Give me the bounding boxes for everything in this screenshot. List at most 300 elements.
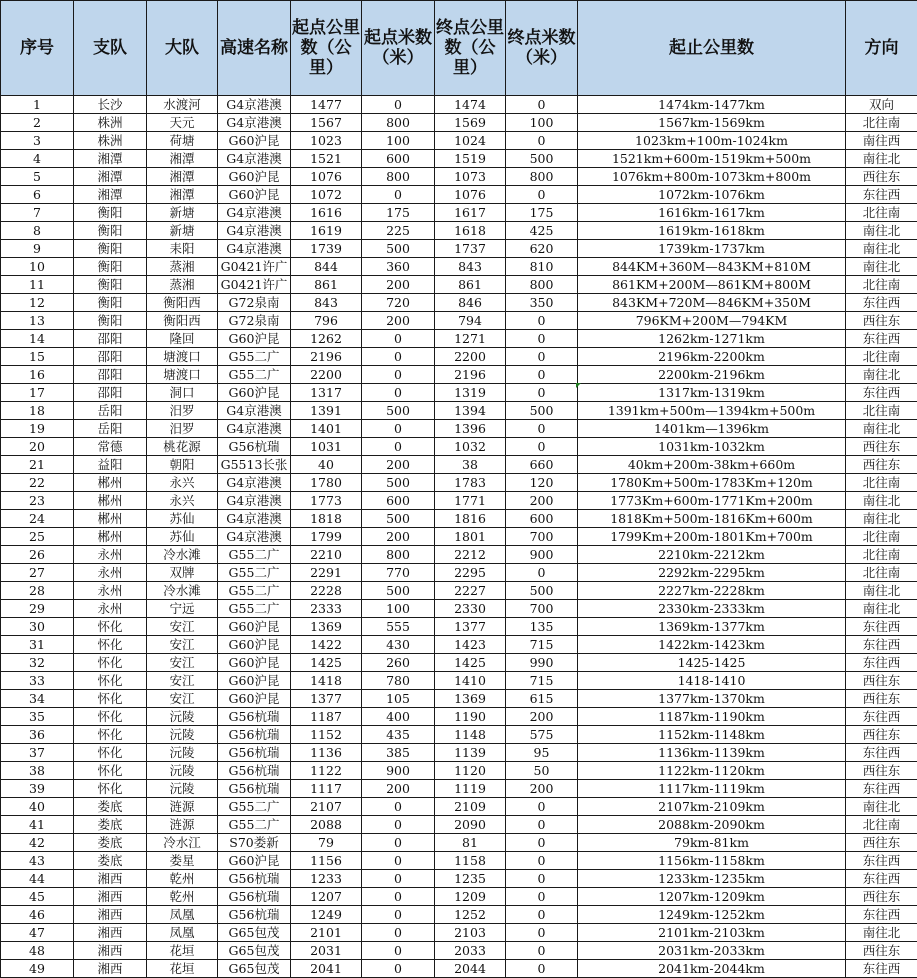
cell-end-m: 990 bbox=[506, 654, 578, 672]
cell-start-m: 360 bbox=[362, 258, 435, 276]
cell-brigade: 安江 bbox=[147, 690, 218, 708]
cell-range: 1521km+600m-1519km+500m bbox=[578, 150, 846, 168]
cell-end-km: 861 bbox=[435, 276, 506, 294]
cell-index: 26 bbox=[1, 546, 74, 564]
cell-start-km: 2210 bbox=[291, 546, 362, 564]
table-row bbox=[1, 312, 917, 330]
cell-end-m: 500 bbox=[506, 402, 578, 420]
cell-direction: 南往北 bbox=[846, 492, 917, 510]
cell-index: 8 bbox=[1, 222, 74, 240]
cell-brigade: 凤凰 bbox=[147, 924, 218, 942]
cell-end-km: 1377 bbox=[435, 618, 506, 636]
cell-detachment: 怀化 bbox=[74, 690, 147, 708]
table-row bbox=[1, 744, 917, 762]
cell-start-km: 1152 bbox=[291, 726, 362, 744]
cell-direction: 北往南 bbox=[846, 564, 917, 582]
cell-end-km: 1396 bbox=[435, 420, 506, 438]
cell-highway: S70娄新 bbox=[218, 834, 291, 852]
cell-range: 1031km-1032km bbox=[578, 438, 846, 456]
cell-highway: G4京港澳 bbox=[218, 114, 291, 132]
cell-direction: 东往西 bbox=[846, 708, 917, 726]
cell-brigade: 双牌 bbox=[147, 564, 218, 582]
cell-range: 1117km-1119km bbox=[578, 780, 846, 798]
cell-index: 19 bbox=[1, 420, 74, 438]
cell-end-m: 95 bbox=[506, 744, 578, 762]
cell-highway: G56杭瑞 bbox=[218, 726, 291, 744]
cell-direction: 南往北 bbox=[846, 222, 917, 240]
cell-start-km: 1233 bbox=[291, 870, 362, 888]
cell-start-m: 555 bbox=[362, 618, 435, 636]
cell-detachment: 怀化 bbox=[74, 726, 147, 744]
cell-brigade: 天元 bbox=[147, 114, 218, 132]
cell-direction: 南往北 bbox=[846, 240, 917, 258]
cell-direction: 南往北 bbox=[846, 798, 917, 816]
cell-start-m: 0 bbox=[362, 960, 435, 978]
table-row bbox=[1, 852, 917, 870]
cell-start-m: 500 bbox=[362, 402, 435, 420]
cell-detachment: 湘潭 bbox=[74, 186, 147, 204]
cell-detachment: 衡阳 bbox=[74, 312, 147, 330]
cell-direction: 东往西 bbox=[846, 186, 917, 204]
cell-start-m: 0 bbox=[362, 438, 435, 456]
cell-highway: G65包茂 bbox=[218, 960, 291, 978]
cell-start-km: 2291 bbox=[291, 564, 362, 582]
cell-direction: 东往西 bbox=[846, 744, 917, 762]
cell-brigade: 湘潭 bbox=[147, 150, 218, 168]
cell-range: 1377km-1370km bbox=[578, 690, 846, 708]
cell-highway: G56杭瑞 bbox=[218, 744, 291, 762]
cell-start-m: 600 bbox=[362, 492, 435, 510]
cell-start-m: 500 bbox=[362, 510, 435, 528]
cell-range: 1156km-1158km bbox=[578, 852, 846, 870]
cell-end-m: 0 bbox=[506, 96, 578, 114]
cell-end-km: 2196 bbox=[435, 366, 506, 384]
cell-end-km: 846 bbox=[435, 294, 506, 312]
cell-index: 34 bbox=[1, 690, 74, 708]
cell-direction: 西往东 bbox=[846, 834, 917, 852]
cell-index: 49 bbox=[1, 960, 74, 978]
cell-detachment: 怀化 bbox=[74, 636, 147, 654]
cell-start-km: 1773 bbox=[291, 492, 362, 510]
cell-direction: 北往南 bbox=[846, 276, 917, 294]
cell-direction: 南往北 bbox=[846, 366, 917, 384]
cell-brigade: 乾州 bbox=[147, 870, 218, 888]
cell-direction: 西往东 bbox=[846, 168, 917, 186]
cell-end-m: 660 bbox=[506, 456, 578, 474]
cell-range: 1072km-1076km bbox=[578, 186, 846, 204]
cell-detachment: 湘西 bbox=[74, 960, 147, 978]
cell-highway: G56杭瑞 bbox=[218, 762, 291, 780]
cell-start-m: 770 bbox=[362, 564, 435, 582]
cell-range: 2031km-2033km bbox=[578, 942, 846, 960]
cell-start-m: 0 bbox=[362, 906, 435, 924]
cell-start-km: 844 bbox=[291, 258, 362, 276]
cell-range: 1317km-1319km bbox=[578, 384, 846, 402]
cell-brigade: 洞口 bbox=[147, 384, 218, 402]
cell-start-km: 843 bbox=[291, 294, 362, 312]
cell-brigade: 安江 bbox=[147, 636, 218, 654]
cell-end-m: 500 bbox=[506, 150, 578, 168]
cell-end-km: 2044 bbox=[435, 960, 506, 978]
cell-direction: 南往北 bbox=[846, 258, 917, 276]
cell-index: 43 bbox=[1, 852, 74, 870]
cell-brigade: 涟源 bbox=[147, 798, 218, 816]
cell-end-km: 794 bbox=[435, 312, 506, 330]
cell-detachment: 常德 bbox=[74, 438, 147, 456]
cell-end-km: 1158 bbox=[435, 852, 506, 870]
cell-detachment: 邵阳 bbox=[74, 366, 147, 384]
cell-end-m: 0 bbox=[506, 132, 578, 150]
cell-range: 1152km-1148km bbox=[578, 726, 846, 744]
table-row bbox=[1, 510, 917, 528]
cell-end-km: 81 bbox=[435, 834, 506, 852]
cell-index: 7 bbox=[1, 204, 74, 222]
cell-end-m: 0 bbox=[506, 420, 578, 438]
cell-start-m: 200 bbox=[362, 312, 435, 330]
cell-end-m: 0 bbox=[506, 960, 578, 978]
cell-end-m: 200 bbox=[506, 492, 578, 510]
cell-direction: 北往南 bbox=[846, 114, 917, 132]
cell-end-m: 0 bbox=[506, 384, 578, 402]
cell-end-km: 1235 bbox=[435, 870, 506, 888]
cell-end-km: 2109 bbox=[435, 798, 506, 816]
cell-end-km: 1271 bbox=[435, 330, 506, 348]
cell-brigade: 水渡河 bbox=[147, 96, 218, 114]
table-row bbox=[1, 546, 917, 564]
cell-start-km: 796 bbox=[291, 312, 362, 330]
cell-direction: 东往西 bbox=[846, 330, 917, 348]
cell-range: 1369km-1377km bbox=[578, 618, 846, 636]
table-row bbox=[1, 456, 917, 474]
cell-highway: G65包茂 bbox=[218, 942, 291, 960]
cell-end-km: 2227 bbox=[435, 582, 506, 600]
table-row bbox=[1, 798, 917, 816]
cell-detachment: 衡阳 bbox=[74, 276, 147, 294]
cell-end-m: 615 bbox=[506, 690, 578, 708]
header-row bbox=[1, 1, 917, 96]
cell-end-km: 1120 bbox=[435, 762, 506, 780]
cell-index: 28 bbox=[1, 582, 74, 600]
cell-start-km: 1023 bbox=[291, 132, 362, 150]
cell-direction: 北往南 bbox=[846, 402, 917, 420]
cell-range: 1799Km+200m-1801Km+700m bbox=[578, 528, 846, 546]
cell-start-m: 0 bbox=[362, 870, 435, 888]
cell-brigade: 安江 bbox=[147, 672, 218, 690]
cell-index: 22 bbox=[1, 474, 74, 492]
cell-end-m: 900 bbox=[506, 546, 578, 564]
cell-range: 1136km-1139km bbox=[578, 744, 846, 762]
cell-index: 31 bbox=[1, 636, 74, 654]
cell-brigade: 苏仙 bbox=[147, 528, 218, 546]
cell-end-km: 2330 bbox=[435, 600, 506, 618]
table-row bbox=[1, 708, 917, 726]
cell-end-km: 2033 bbox=[435, 942, 506, 960]
cell-direction: 西往东 bbox=[846, 762, 917, 780]
cell-index: 1 bbox=[1, 96, 74, 114]
cell-end-m: 0 bbox=[506, 348, 578, 366]
cell-start-km: 1521 bbox=[291, 150, 362, 168]
cell-brigade: 沅陵 bbox=[147, 780, 218, 798]
cell-highway: G55二广 bbox=[218, 798, 291, 816]
header-index: 序号 bbox=[1, 1, 74, 96]
cell-index: 40 bbox=[1, 798, 74, 816]
cell-start-m: 225 bbox=[362, 222, 435, 240]
cell-detachment: 郴州 bbox=[74, 510, 147, 528]
cell-highway: G65包茂 bbox=[218, 924, 291, 942]
table-row bbox=[1, 528, 917, 546]
cell-brigade: 隆回 bbox=[147, 330, 218, 348]
cell-direction: 南往北 bbox=[846, 600, 917, 618]
cell-brigade: 凤凰 bbox=[147, 906, 218, 924]
cell-range: 1418-1410 bbox=[578, 672, 846, 690]
cell-end-km: 1618 bbox=[435, 222, 506, 240]
table-row bbox=[1, 276, 917, 294]
cell-end-km: 1394 bbox=[435, 402, 506, 420]
cell-end-km: 843 bbox=[435, 258, 506, 276]
cell-start-km: 2200 bbox=[291, 366, 362, 384]
cell-end-km: 1771 bbox=[435, 492, 506, 510]
cell-end-km: 1076 bbox=[435, 186, 506, 204]
cell-index: 41 bbox=[1, 816, 74, 834]
cell-highway: G0421许广 bbox=[218, 276, 291, 294]
cell-range: 79km-81km bbox=[578, 834, 846, 852]
cell-brigade: 新塘 bbox=[147, 204, 218, 222]
cell-index: 2 bbox=[1, 114, 74, 132]
cell-start-m: 500 bbox=[362, 582, 435, 600]
cell-end-m: 0 bbox=[506, 924, 578, 942]
cell-detachment: 衡阳 bbox=[74, 294, 147, 312]
cell-start-km: 1249 bbox=[291, 906, 362, 924]
cell-start-km: 1076 bbox=[291, 168, 362, 186]
cell-start-km: 1391 bbox=[291, 402, 362, 420]
cell-start-km: 2101 bbox=[291, 924, 362, 942]
cell-start-m: 400 bbox=[362, 708, 435, 726]
cell-index: 27 bbox=[1, 564, 74, 582]
cell-detachment: 岳阳 bbox=[74, 402, 147, 420]
cell-range: 1262km-1271km bbox=[578, 330, 846, 348]
cell-highway: G4京港澳 bbox=[218, 240, 291, 258]
cell-highway: G60沪昆 bbox=[218, 168, 291, 186]
cell-start-m: 0 bbox=[362, 384, 435, 402]
cell-index: 18 bbox=[1, 402, 74, 420]
cell-end-km: 1073 bbox=[435, 168, 506, 186]
cell-range: 2196km-2200km bbox=[578, 348, 846, 366]
cell-end-m: 500 bbox=[506, 582, 578, 600]
cell-end-m: 810 bbox=[506, 258, 578, 276]
cell-index: 35 bbox=[1, 708, 74, 726]
header-start-m: 起点米数（米） bbox=[362, 1, 435, 96]
cell-index: 16 bbox=[1, 366, 74, 384]
cell-detachment: 怀化 bbox=[74, 654, 147, 672]
cell-start-km: 1317 bbox=[291, 384, 362, 402]
cell-direction: 西往东 bbox=[846, 726, 917, 744]
cell-start-m: 0 bbox=[362, 888, 435, 906]
cell-index: 12 bbox=[1, 294, 74, 312]
cell-range: 1780Km+500m-1783Km+120m bbox=[578, 474, 846, 492]
cell-brigade: 耒阳 bbox=[147, 240, 218, 258]
cell-range: 1818Km+500m-1816Km+600m bbox=[578, 510, 846, 528]
cell-end-km: 1569 bbox=[435, 114, 506, 132]
cell-direction: 南往北 bbox=[846, 582, 917, 600]
table-row bbox=[1, 204, 917, 222]
cell-highway: G55二广 bbox=[218, 366, 291, 384]
cell-start-m: 435 bbox=[362, 726, 435, 744]
cell-brigade: 乾州 bbox=[147, 888, 218, 906]
cell-range: 1023km+100m-1024km bbox=[578, 132, 846, 150]
cell-detachment: 湘西 bbox=[74, 924, 147, 942]
cell-direction: 北往南 bbox=[846, 348, 917, 366]
cell-direction: 西往东 bbox=[846, 690, 917, 708]
cell-highway: G5513长张 bbox=[218, 456, 291, 474]
cell-direction: 西往东 bbox=[846, 456, 917, 474]
cell-detachment: 长沙 bbox=[74, 96, 147, 114]
cell-detachment: 邵阳 bbox=[74, 384, 147, 402]
cell-start-m: 385 bbox=[362, 744, 435, 762]
cell-range: 861KM+200M—861KM+800M bbox=[578, 276, 846, 294]
cell-range: 1249km-1252km bbox=[578, 906, 846, 924]
cell-end-km: 1139 bbox=[435, 744, 506, 762]
cell-end-m: 575 bbox=[506, 726, 578, 744]
cell-range: 1616km-1617km bbox=[578, 204, 846, 222]
table-row bbox=[1, 168, 917, 186]
cell-direction: 北往南 bbox=[846, 474, 917, 492]
cell-start-m: 0 bbox=[362, 330, 435, 348]
cell-start-km: 1156 bbox=[291, 852, 362, 870]
cell-start-km: 1739 bbox=[291, 240, 362, 258]
cell-detachment: 永州 bbox=[74, 564, 147, 582]
cell-start-km: 1136 bbox=[291, 744, 362, 762]
cell-brigade: 湘潭 bbox=[147, 168, 218, 186]
table-row bbox=[1, 960, 917, 978]
cell-range: 1207km-1209km bbox=[578, 888, 846, 906]
cell-range: 1122km-1120km bbox=[578, 762, 846, 780]
cell-range: 844KM+360M—843KM+810M bbox=[578, 258, 846, 276]
cell-highway: G55二广 bbox=[218, 348, 291, 366]
cell-index: 42 bbox=[1, 834, 74, 852]
table-row bbox=[1, 258, 917, 276]
cell-start-km: 1418 bbox=[291, 672, 362, 690]
cell-end-m: 0 bbox=[506, 942, 578, 960]
cell-brigade: 汨罗 bbox=[147, 402, 218, 420]
table-row bbox=[1, 366, 917, 384]
cell-highway: G56杭瑞 bbox=[218, 780, 291, 798]
cell-index: 5 bbox=[1, 168, 74, 186]
cell-end-km: 1369 bbox=[435, 690, 506, 708]
cell-direction: 南往北 bbox=[846, 150, 917, 168]
table-row bbox=[1, 420, 917, 438]
cell-end-m: 350 bbox=[506, 294, 578, 312]
cell-start-m: 0 bbox=[362, 852, 435, 870]
cell-end-m: 0 bbox=[506, 312, 578, 330]
cell-end-km: 1423 bbox=[435, 636, 506, 654]
cell-highway: G4京港澳 bbox=[218, 150, 291, 168]
cell-end-km: 2295 bbox=[435, 564, 506, 582]
cell-detachment: 湘潭 bbox=[74, 150, 147, 168]
table-row bbox=[1, 636, 917, 654]
cell-brigade: 花垣 bbox=[147, 960, 218, 978]
cell-end-km: 2090 bbox=[435, 816, 506, 834]
cell-index: 10 bbox=[1, 258, 74, 276]
cell-end-m: 0 bbox=[506, 366, 578, 384]
cell-start-m: 780 bbox=[362, 672, 435, 690]
cell-detachment: 湘西 bbox=[74, 888, 147, 906]
cell-start-m: 430 bbox=[362, 636, 435, 654]
cell-brigade: 蒸湘 bbox=[147, 276, 218, 294]
table-row bbox=[1, 600, 917, 618]
cell-detachment: 娄底 bbox=[74, 834, 147, 852]
table-row bbox=[1, 222, 917, 240]
cell-range: 1401km—1396km bbox=[578, 420, 846, 438]
table-row bbox=[1, 492, 917, 510]
cell-detachment: 湘西 bbox=[74, 870, 147, 888]
cell-index: 45 bbox=[1, 888, 74, 906]
cell-highway: G60沪昆 bbox=[218, 186, 291, 204]
cell-start-km: 2041 bbox=[291, 960, 362, 978]
cell-highway: G60沪昆 bbox=[218, 330, 291, 348]
cell-direction: 东往西 bbox=[846, 852, 917, 870]
cell-direction: 北往南 bbox=[846, 528, 917, 546]
cell-highway: G55二广 bbox=[218, 582, 291, 600]
cell-start-km: 1799 bbox=[291, 528, 362, 546]
cell-index: 47 bbox=[1, 924, 74, 942]
cell-range: 40km+200m-38km+660m bbox=[578, 456, 846, 474]
cell-start-m: 900 bbox=[362, 762, 435, 780]
cell-direction: 东往西 bbox=[846, 636, 917, 654]
cell-start-km: 79 bbox=[291, 834, 362, 852]
cell-range: 1567km-1569km bbox=[578, 114, 846, 132]
cell-range: 1619km-1618km bbox=[578, 222, 846, 240]
cell-detachment: 邵阳 bbox=[74, 330, 147, 348]
cell-brigade: 涟源 bbox=[147, 816, 218, 834]
cell-highway: G60沪昆 bbox=[218, 672, 291, 690]
cell-highway: G4京港澳 bbox=[218, 420, 291, 438]
cell-brigade: 花垣 bbox=[147, 942, 218, 960]
table-row bbox=[1, 834, 917, 852]
cell-start-km: 1616 bbox=[291, 204, 362, 222]
cell-range: 2210km-2212km bbox=[578, 546, 846, 564]
cell-range: 2041km-2044km bbox=[578, 960, 846, 978]
cell-highway: G4京港澳 bbox=[218, 510, 291, 528]
cell-index: 29 bbox=[1, 600, 74, 618]
cell-brigade: 汨罗 bbox=[147, 420, 218, 438]
cell-direction: 东往西 bbox=[846, 960, 917, 978]
cell-index: 25 bbox=[1, 528, 74, 546]
cell-start-m: 175 bbox=[362, 204, 435, 222]
cell-brigade: 永兴 bbox=[147, 474, 218, 492]
cell-start-km: 1072 bbox=[291, 186, 362, 204]
cell-range: 1739km-1737km bbox=[578, 240, 846, 258]
header-detachment: 支队 bbox=[74, 1, 147, 96]
table-row bbox=[1, 924, 917, 942]
cell-end-m: 715 bbox=[506, 636, 578, 654]
cell-start-km: 1425 bbox=[291, 654, 362, 672]
cell-brigade: 湘潭 bbox=[147, 186, 218, 204]
cell-start-m: 260 bbox=[362, 654, 435, 672]
table-row bbox=[1, 330, 917, 348]
cell-index: 30 bbox=[1, 618, 74, 636]
cell-end-m: 135 bbox=[506, 618, 578, 636]
cell-start-m: 100 bbox=[362, 600, 435, 618]
cell-detachment: 郴州 bbox=[74, 528, 147, 546]
cell-index: 4 bbox=[1, 150, 74, 168]
cell-index: 33 bbox=[1, 672, 74, 690]
header-end-km: 终点公里数（公里） bbox=[435, 1, 506, 96]
cell-end-km: 1024 bbox=[435, 132, 506, 150]
cell-index: 36 bbox=[1, 726, 74, 744]
cell-brigade: 桃花源 bbox=[147, 438, 218, 456]
cell-index: 23 bbox=[1, 492, 74, 510]
cell-end-m: 120 bbox=[506, 474, 578, 492]
